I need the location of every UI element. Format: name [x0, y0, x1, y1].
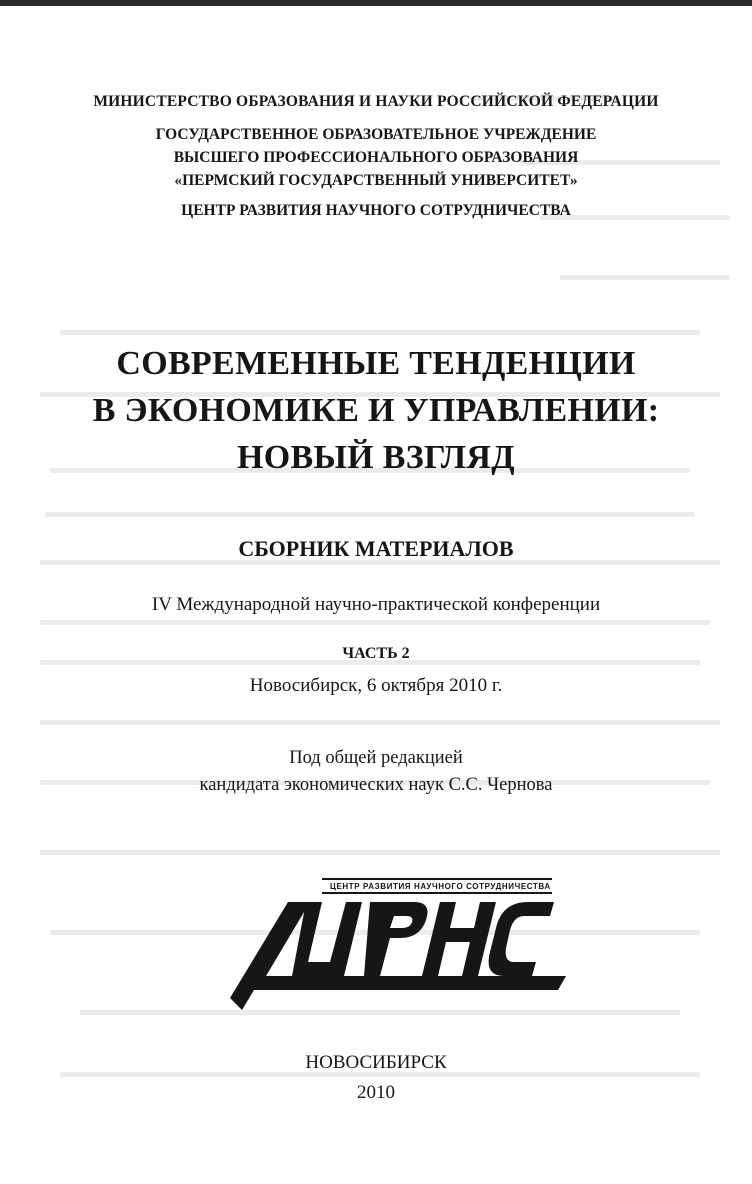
institution-line-1: ГОСУДАРСТВЕННОЕ ОБРАЗОВАТЕЛЬНОЕ УЧРЕЖДЕНИЕ — [155, 126, 597, 143]
university-name: «ПЕРМСКИЙ ГОСУДАРСТВЕННЫЙ УНИВЕРСИТЕТ» — [174, 172, 578, 189]
editor-line-2: кандидата экономических наук С.С. Чернова — [199, 775, 553, 795]
publication-year: 2010 — [357, 1082, 395, 1103]
title-line-3: НОВЫЙ ВЗГЛЯД — [237, 439, 515, 476]
part-number: ЧАСТЬ 2 — [342, 645, 410, 662]
institution-line-2: ВЫСШЕГО ПРОФЕССИОНАЛЬНОГО ОБРАЗОВАНИЯ — [173, 149, 579, 166]
center-name: ЦЕНТР РАЗВИТИЯ НАУЧНОГО СОТРУДНИЧЕСТВА — [181, 202, 571, 219]
editor-line-1: Под общей редакцией — [289, 748, 463, 768]
conference-name: IV Международной научно-практической конференции — [151, 594, 601, 615]
place-and-date: Новосибирск, 6 октября 2010 г. — [249, 675, 503, 696]
logo-caption: ЦЕНТР РАЗВИТИЯ НАУЧНОГО СОТРУДНИЧЕСТВА — [330, 882, 551, 891]
center-logo — [218, 859, 578, 1020]
collection-label: СБОРНИК МАТЕРИАЛОВ — [238, 536, 514, 561]
title-line-2: В ЭКОНОМИКЕ И УПРАВЛЕНИИ: — [92, 392, 660, 429]
publication-city: НОВОСИБИРСК — [305, 1052, 447, 1073]
logo-letters: ЦРНС — [218, 859, 261, 876]
title-line-1: СОВРЕМЕННЫЕ ТЕНДЕНЦИИ — [116, 345, 636, 382]
ministry-header: МИНИСТЕРСТВО ОБРАЗОВАНИЯ И НАУКИ РОССИЙСКОЙ ФЕДЕРАЦИИ — [93, 93, 659, 110]
